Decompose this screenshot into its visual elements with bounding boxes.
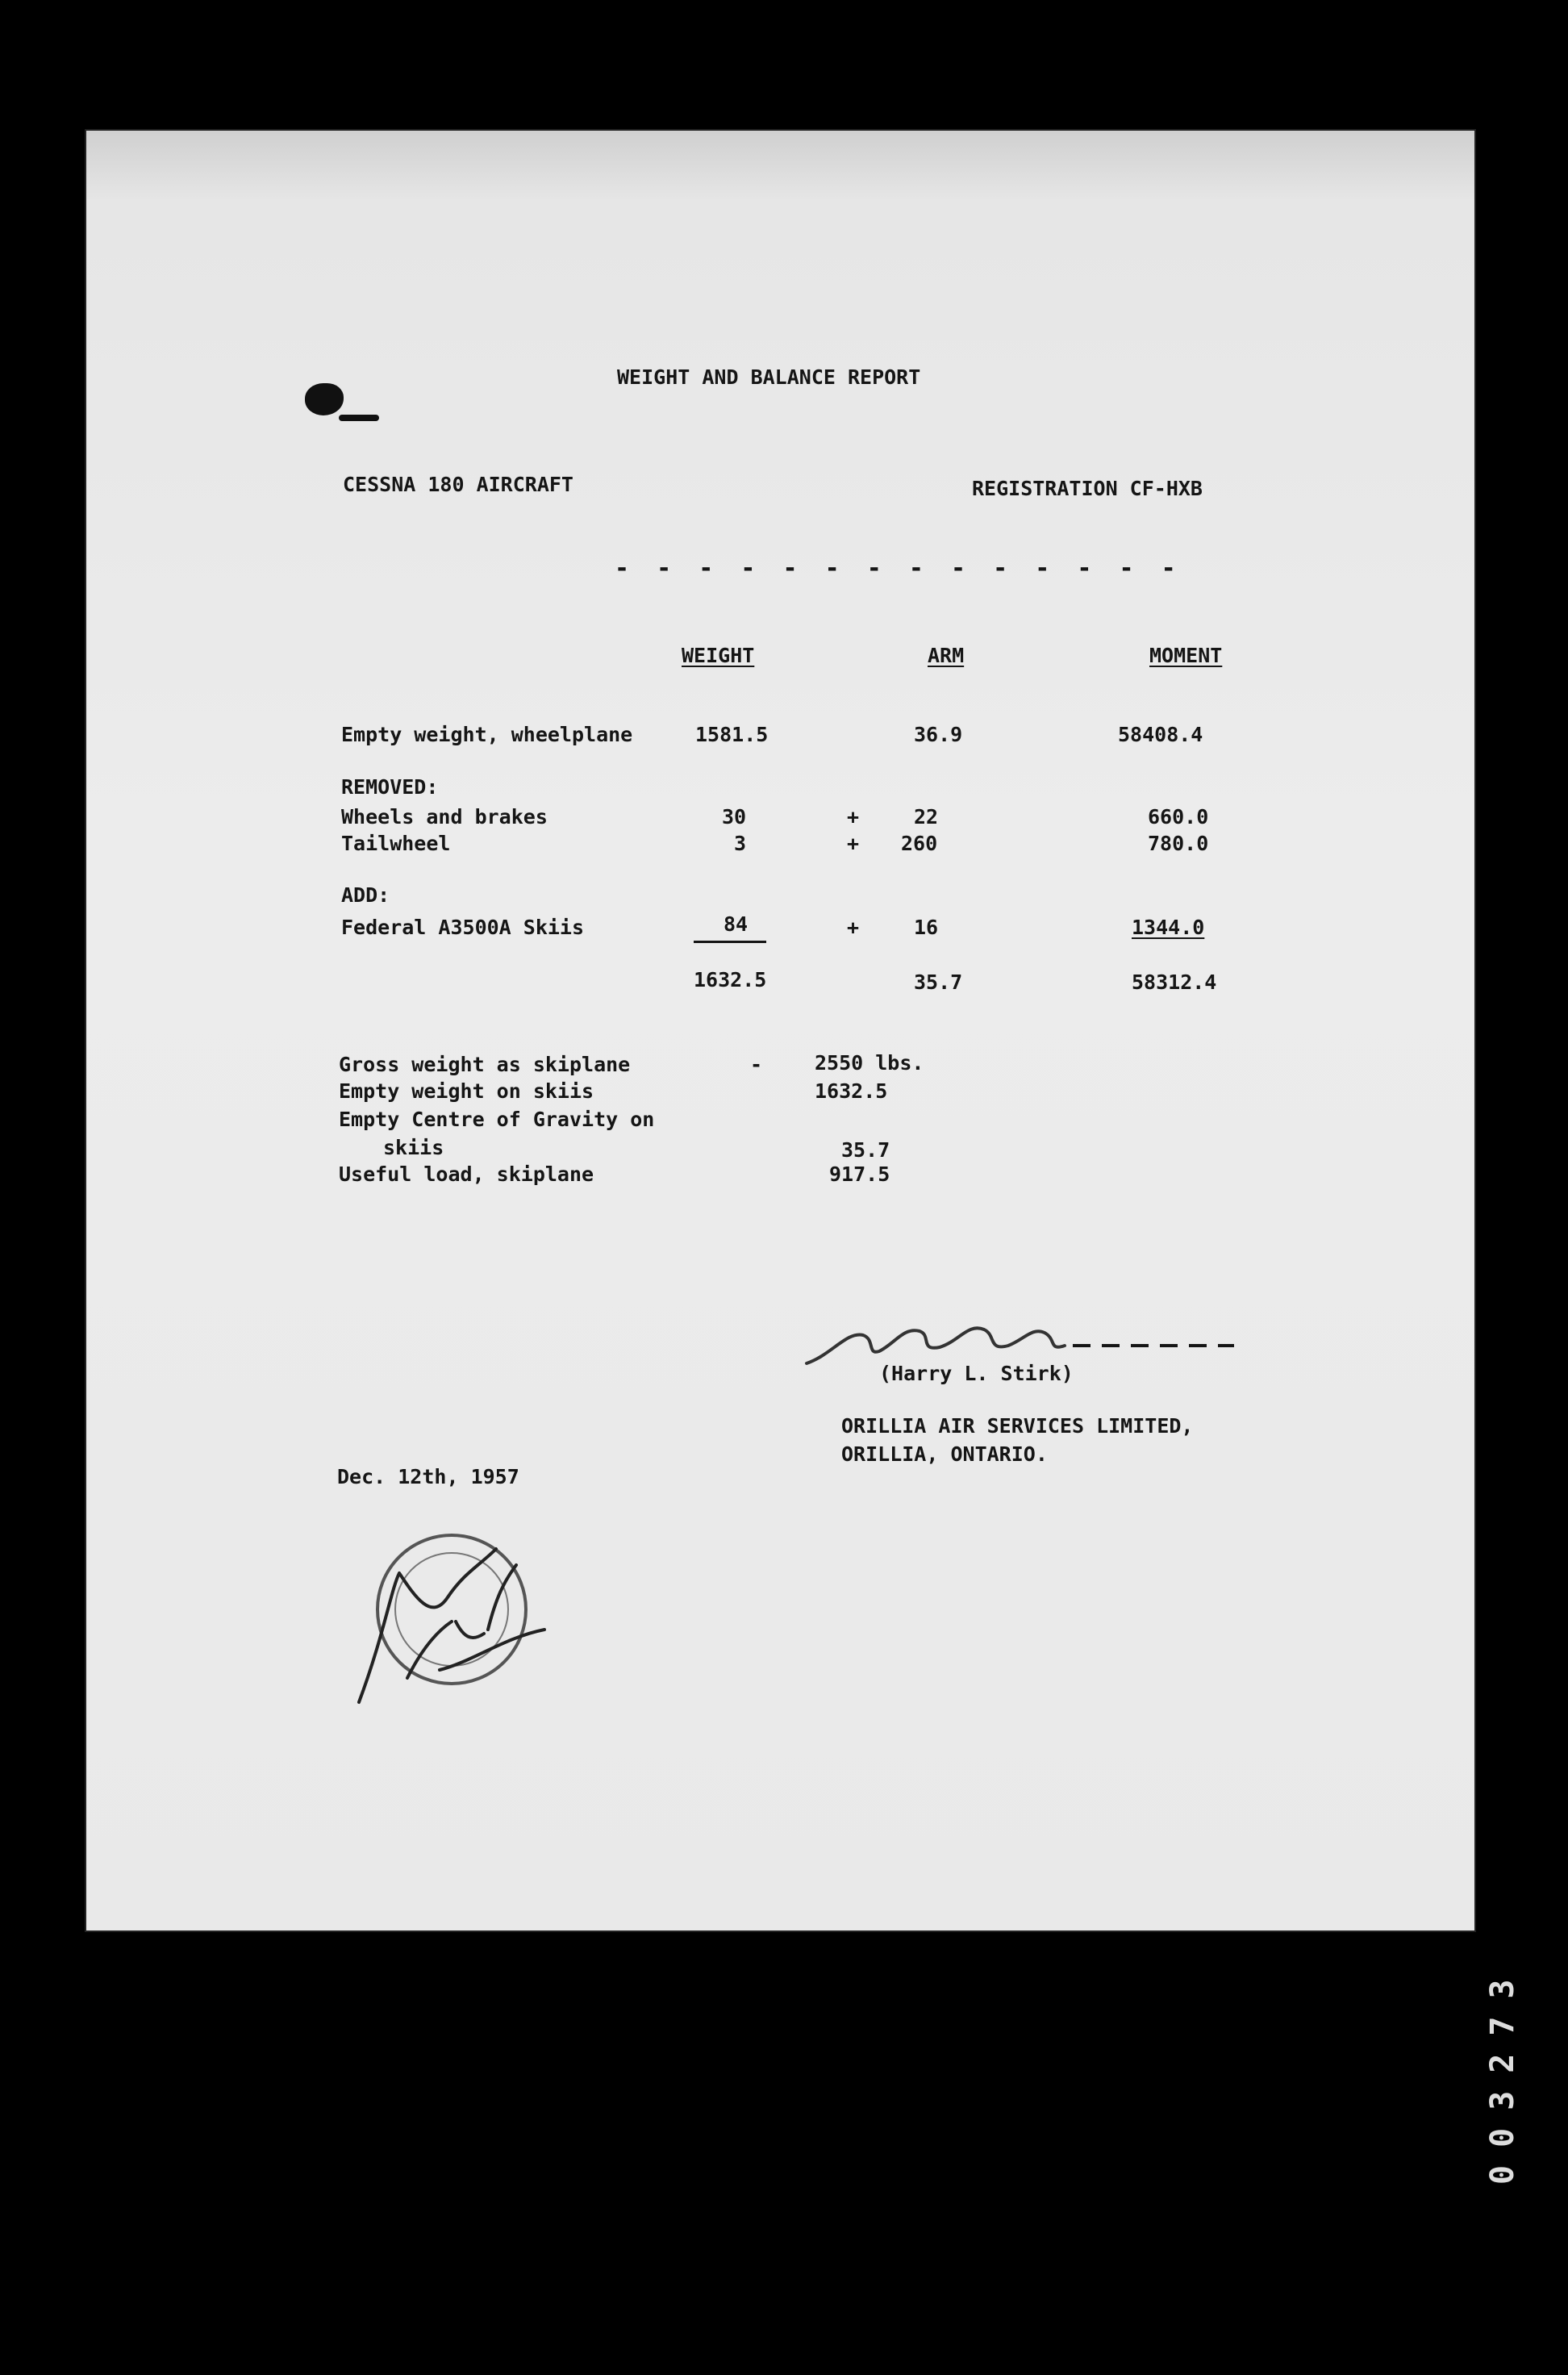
row-label-skis: Federal A3500A Skiis: [341, 916, 585, 939]
total-weight: 1632.5: [694, 968, 767, 991]
total-arm: 35.7: [914, 970, 963, 994]
row-moment-empty: 58408.4: [1118, 723, 1203, 746]
empty-weight-skis-value: 1632.5: [815, 1079, 888, 1103]
signatory-name: (Harry L. Stirk): [879, 1362, 1074, 1385]
archive-frame-number: 003273: [1484, 1961, 1521, 2185]
document-page: [85, 129, 1476, 1932]
row-op-wheels: +: [847, 805, 860, 829]
row-weight-skis: 84: [724, 912, 749, 936]
row-arm-empty: 36.9: [914, 723, 963, 746]
row-label-wheels: Wheels and brakes: [341, 805, 548, 829]
row-op-skis: +: [847, 916, 860, 939]
aircraft-type: CESSNA 180 AIRCRAFT: [343, 473, 573, 496]
company-name: ORILLIA AIR SERVICES LIMITED,: [841, 1414, 1194, 1438]
company-location: ORILLIA, ONTARIO.: [841, 1442, 1048, 1466]
registration: REGISTRATION CF-HXB: [972, 477, 1203, 500]
gross-weight-value: 2550 lbs.: [815, 1051, 924, 1075]
row-moment-wheels: 660.0: [1148, 805, 1209, 829]
report-date: Dec. 12th, 1957: [337, 1465, 519, 1488]
ink-blot-tail: [339, 415, 379, 421]
column-header-moment: MOMENT: [1149, 644, 1223, 667]
total-moment: 58312.4: [1132, 970, 1217, 994]
weight-underline: [694, 941, 766, 943]
useful-load-label: Useful load, skiplane: [339, 1162, 594, 1186]
useful-load-value: 917.5: [829, 1162, 890, 1186]
row-weight-empty: 1581.5: [695, 723, 769, 746]
row-label-tailwheel: Tailwheel: [341, 832, 451, 855]
gross-weight-dash: -: [750, 1053, 763, 1076]
row-op-tailwheel: +: [847, 832, 860, 855]
section-add: ADD:: [341, 883, 390, 907]
gross-weight-label: Gross weight as skiplane: [339, 1053, 631, 1076]
column-header-arm: ARM: [928, 644, 965, 667]
ink-blot: [305, 383, 344, 415]
row-moment-tailwheel: 780.0: [1148, 832, 1209, 855]
cg-label-continued: skiis: [383, 1136, 444, 1159]
approval-stamp: [343, 1501, 561, 1718]
row-arm-tailwheel: 260: [901, 832, 938, 855]
cg-label: Empty Centre of Gravity on: [339, 1108, 655, 1131]
row-label-empty-weight: Empty weight, wheelplane: [341, 723, 633, 746]
section-removed: REMOVED:: [341, 775, 439, 799]
row-weight-tailwheel: 3: [734, 832, 747, 855]
divider-dashes: - - - - - - - - - - - - - -: [615, 554, 1182, 582]
cg-value: 35.7: [841, 1138, 890, 1162]
row-moment-skis: 1344.0: [1132, 916, 1205, 939]
row-weight-wheels: 30: [722, 805, 747, 829]
report-title: WEIGHT AND BALANCE REPORT: [617, 365, 921, 389]
row-arm-wheels: 22: [914, 805, 939, 829]
row-arm-skis: 16: [914, 916, 939, 939]
column-header-weight: WEIGHT: [682, 644, 755, 667]
empty-weight-skis-label: Empty weight on skiis: [339, 1079, 594, 1103]
